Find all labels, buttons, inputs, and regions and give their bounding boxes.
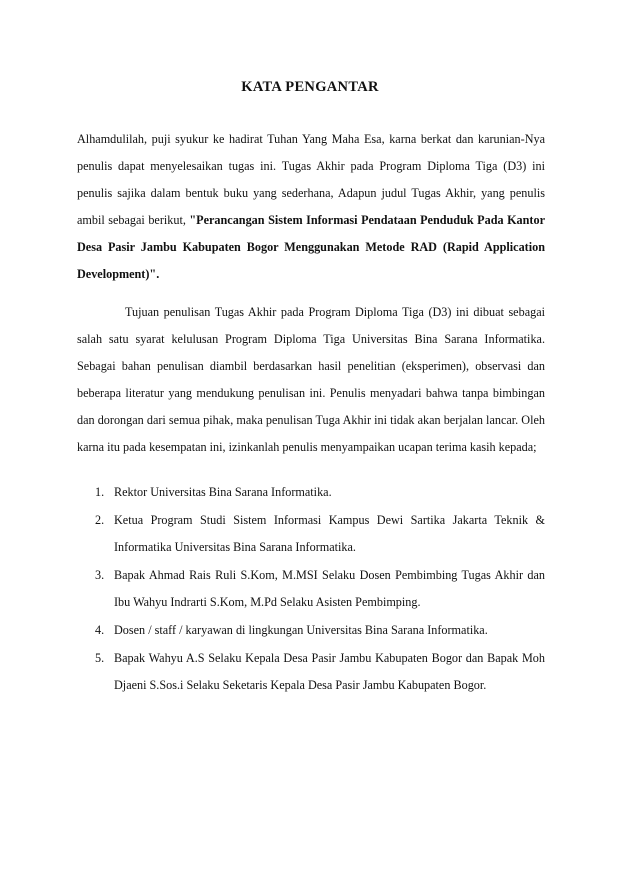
list-item — [77, 617, 545, 644]
page-title: KATA PENGANTAR — [241, 79, 379, 95]
list-number: 1. — [95, 485, 105, 499]
thesis-title: "Perancangan Sistem Informasi Pendataan Penduduk Pada Kantor Desa Pasir Jambu Kabupaten Bogor Menggunakan Metode RAD (Rapid Application Development)". — [77, 213, 545, 281]
list-item-text: Dosen / staff / karyawan di lingkungan Universitas Bina Sarana Informatika. — [114, 623, 488, 637]
paragraph-intro — [77, 126, 545, 288]
paragraph-purpose: Tujuan penulisan Tugas Akhir pada Program Diploma Tiga (D3) ini dibuat sebagai salah satu syarat kelulusan Program Diploma Tiga Universitas Bina Sarana Informatika. Sebagai bahan penulisan diambil berdasarkan hasil penelitian (eksperimen), observasi dan beberapa literatur yang mendukung penulisan ini. Penulis menyadari bahwa tanpa bimbingan dan dorongan dari semua pihak, maka penulisan Tuga Akhir ini tidak akan berjalan lancar. Oleh karna itu pada kesempatan ini, izinkanlah penulis menyampaikan ucapan terima kasih kepada; — [77, 305, 545, 454]
list-number: 2. — [95, 513, 105, 527]
list-item — [77, 562, 545, 616]
list-number: 5. — [95, 651, 105, 665]
list-number: 3. — [95, 568, 105, 582]
list-item — [77, 479, 545, 506]
list-number: 4. — [95, 623, 105, 637]
list-item-text: Bapak Ahmad Rais Ruli S.Kom, M.MSI Selaku Dosen Pembimbing Tugas Akhir dan Ibu Wahyu Indrarti S.Kom, M.Pd Selaku Asisten Pembimping. — [114, 568, 545, 609]
list-item-text: Rektor Universitas Bina Sarana Informatika. — [114, 485, 332, 499]
list-item — [77, 507, 545, 561]
paragraph-intro-text: Alhamdulilah, puji syukur ke hadirat Tuhan Yang Maha Esa, karna berkat dan karunian-Nya penulis dapat menyelesaikan tugas ini. Tugas Akhir pada Program Diploma Tiga (D3) ini penulis sajika dalam bentuk buku yang sederhana, Adapun judul Tugas Akhir, yang penulis ambil sebagai berikut, — [77, 132, 545, 227]
list-item — [77, 645, 545, 699]
list-item-text: Ketua Program Studi Sistem Informasi Kampus Dewi Sartika Jakarta Teknik & Informatika Universitas Bina Sarana Informatika. — [114, 513, 545, 554]
document-body — [77, 126, 545, 700]
acknowledgement-list — [77, 479, 545, 699]
list-item-text: Bapak Wahyu A.S Selaku Kepala Desa Pasir Jambu Kabupaten Bogor dan Bapak Moh Djaeni S.Sos.i Selaku Seketaris Kepala Desa Pasir Jambu Kabupaten Bogor. — [114, 651, 545, 692]
